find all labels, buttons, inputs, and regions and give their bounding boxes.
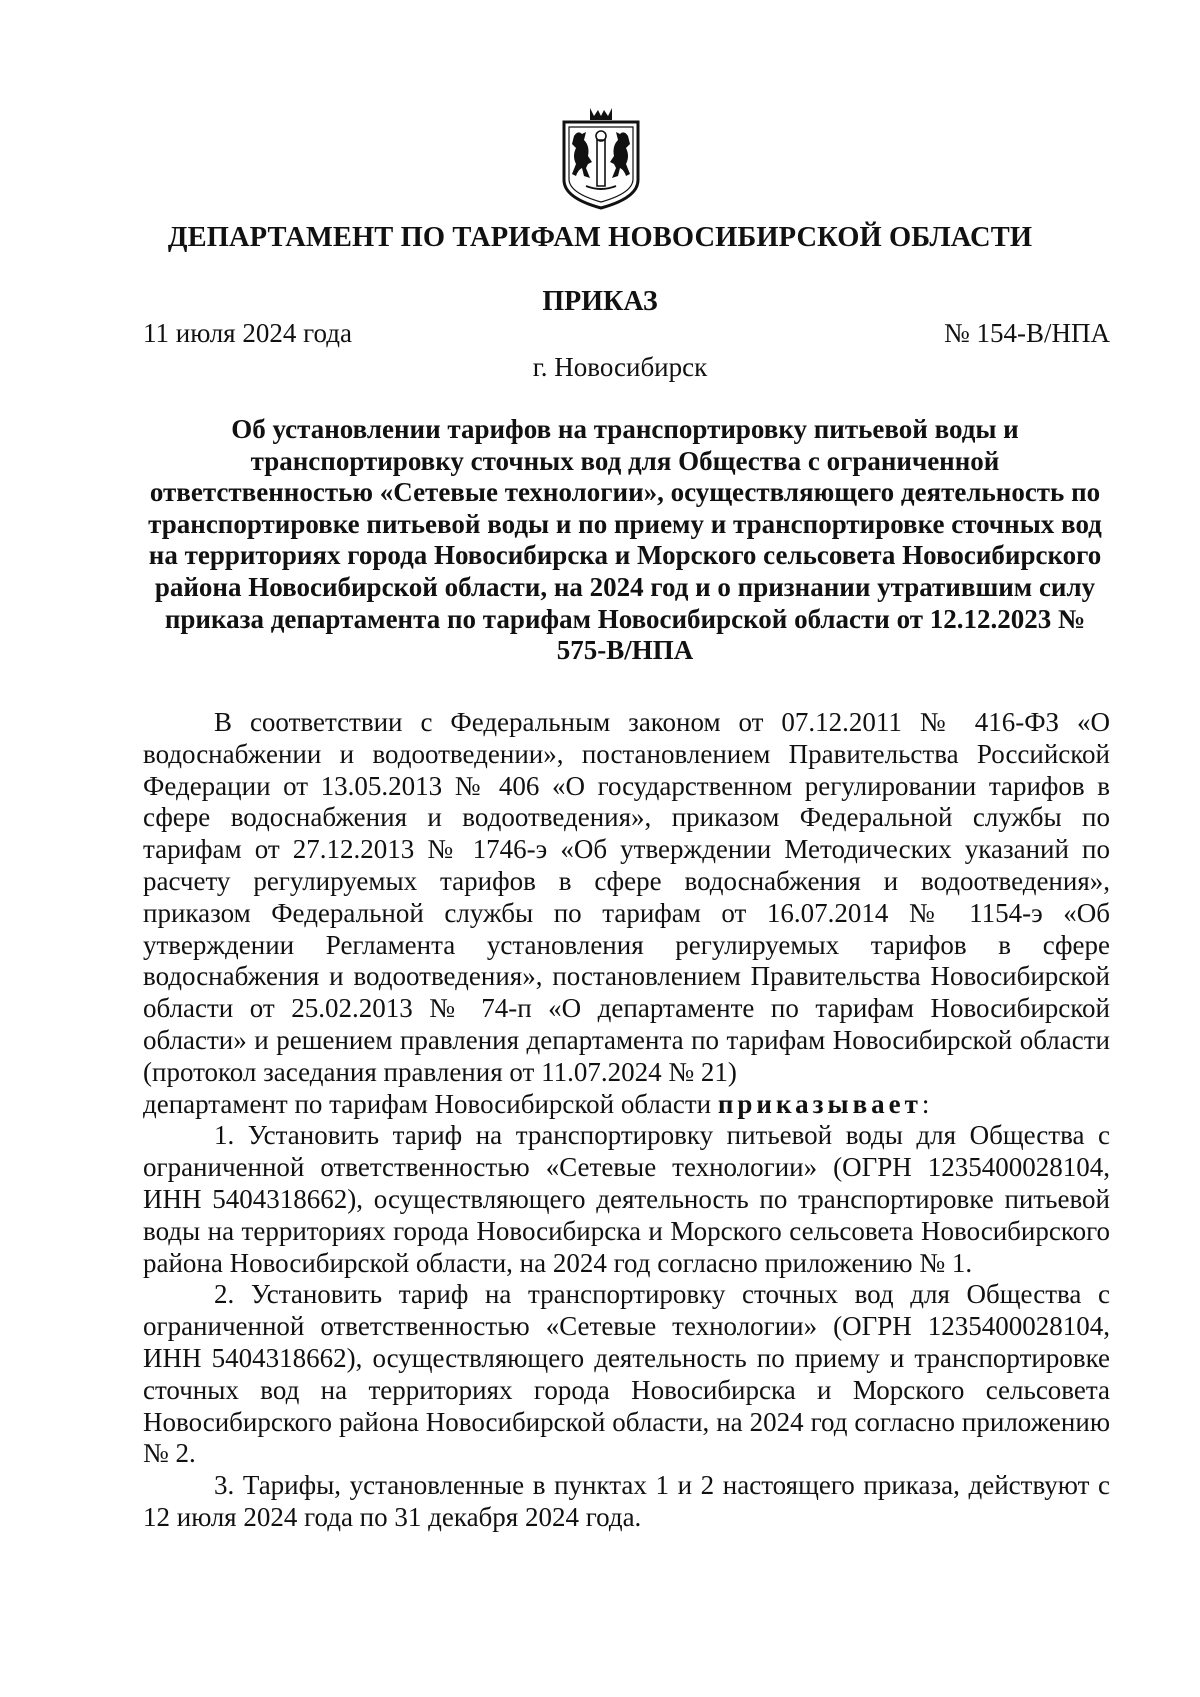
department-heading: ДЕПАРТАМЕНТ ПО ТАРИФАМ НОВОСИБИРСКОЙ ОБЛАСТИ bbox=[167, 222, 1033, 253]
preamble-paragraph: В соответствии с Федеральным законом от 07.12.2011 № 416-ФЗ «О водоснабжении и водоотведении», постановлением Правительства Российской Федерации от 13.05.2013 № 406 «О государственном регулировании тарифов в сфере водоснабжения и водоотведения», приказом Федеральной службы по тарифам от 27.12.2013 № 1746-э «Об утверждении Методических указаний по расчету регулируемых тарифов в сфере водоснабжения и водоотведения», приказом Федеральной службы по тарифам от 16.07.2014 № 1154-э «Об утверждении Регламента установления регулируемых тарифов в сфере водоснабжения и водоотведения», постановлением Правительства Новосибирской области от 25.02.2013 № 74-п «О департаменте по тарифам Новосибирской области» и решением правления департамента по тарифам Новосибирской области (протокол заседания правления от 11.07.2024 № 21) bbox=[143, 707, 1110, 1087]
issue-city: г. Новосибирск bbox=[532, 352, 708, 382]
orders-lead: департамент по тарифам Новосибирской области bbox=[143, 1088, 712, 1119]
order-body bbox=[143, 707, 1110, 1534]
order-date: 11 июля 2024 года bbox=[143, 318, 352, 348]
order-item-1: 1. Установить тариф на транспортировку питьевой воды для Общества с ограниченной ответственностью «Сетевые технологии» (ОГРН 1235400028104, ИНН 5404318662), осуществляющего деятельность по транспортировке питьевой воды на территориях города Новосибирска и Морского сельсовета Новосибирского района Новосибирской области, на 2024 год согласно приложению № 1. bbox=[143, 1120, 1110, 1278]
order-item-3: 3. Тарифы, установленные в пунктах 1 и 2 настоящего приказа, действуют с 12 июля 2024 года по 31 декабря 2024 года. bbox=[143, 1470, 1110, 1532]
order-item-2: 2. Установить тариф на транспортировку сточных вод для Общества с ограниченной ответственностью «Сетевые технологии» (ОГРН 1235400028104, ИНН 5404318662), осуществляющего деятельность по приему и транспортировке сточных вод на территориях города Новосибирска и Морского сельсовета Новосибирского района Новосибирской области, на 2024 год согласно приложению № 2. bbox=[143, 1279, 1110, 1469]
orders-line bbox=[143, 1089, 1110, 1121]
order-subject: Об установлении тарифов на транспортировку питьевой воды и транспортировку сточных вод для Общества с ограниченной ответственностью «Сетевые технологии», осуществляющего деятельность по транспортировке питьевой воды и по приему и транспортировке сточных вод на территориях города Новосибирска и Морского сельсовета Новосибирского района Новосибирской области, на 2024 год и о признании утратившим силу приказа департамента по тарифам Новосибирской области от 12.12.2023 № 575-В/НПА bbox=[148, 414, 1102, 666]
orders-verb: приказывает bbox=[717, 1088, 922, 1119]
orders-colon: : bbox=[921, 1088, 930, 1119]
coat-of-arms-icon bbox=[560, 106, 642, 210]
document-type-heading: ПРИКАЗ bbox=[542, 286, 658, 317]
order-number: № 154-В/НПА bbox=[943, 318, 1110, 348]
